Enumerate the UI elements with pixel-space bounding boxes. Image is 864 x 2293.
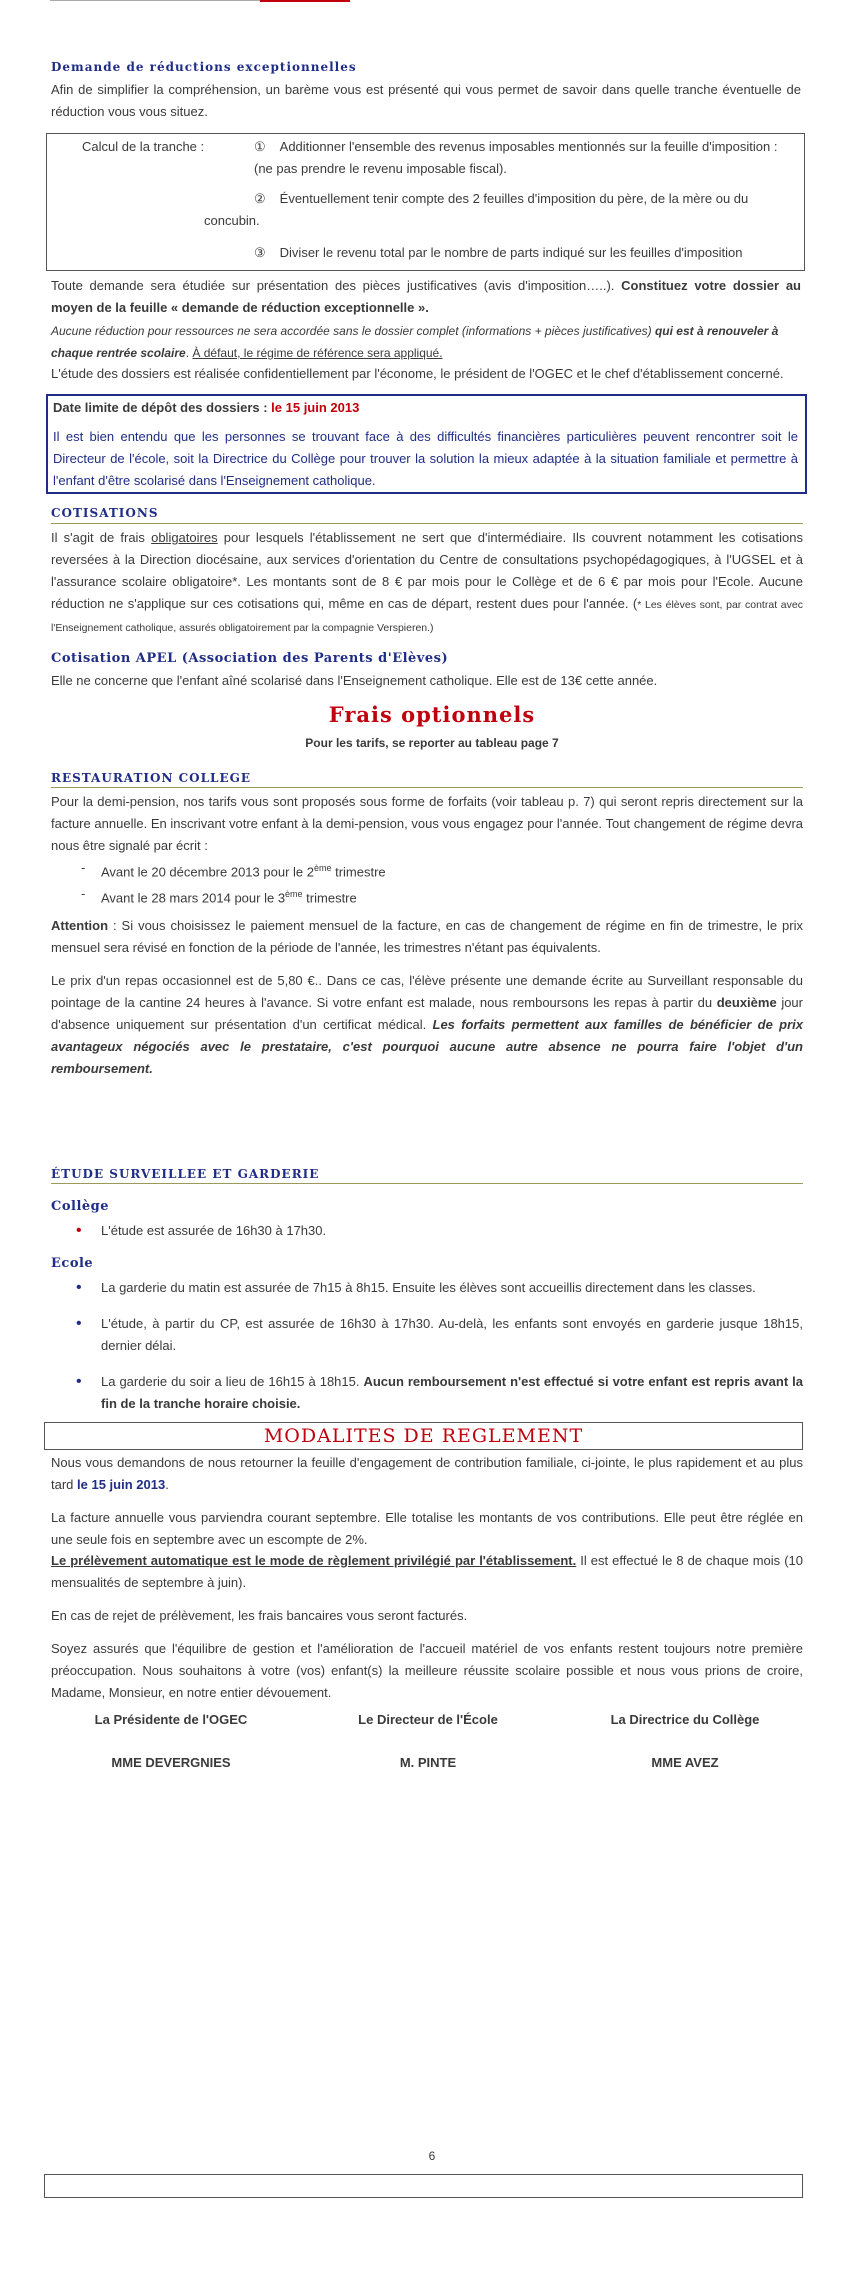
calc-step-1 bbox=[254, 136, 794, 180]
list-item-text: L'étude, à partir du CP, est assurée de 16h30 à 17h30. Au-delà, les enfants sont envoyés en garderie jusque 18h15, dernier délai. bbox=[101, 1316, 803, 1353]
cotisations-rule bbox=[51, 523, 803, 524]
modalites-p4: En cas de rejet de prélèvement, les frais bancaires vous seront facturés. bbox=[51, 1608, 468, 1623]
etude-rule bbox=[51, 1183, 803, 1184]
restauration-p3-bold: deuxième bbox=[716, 995, 777, 1010]
restauration-p3-a: Le prix d'un repas occasionnel est de 5,80 €.. Dans ce cas, l'élève présente une demande écrite au Surveillant responsable du pointage de la cantine 24 heures à l'avance. Si votre enfant est malade, nous remboursons les repas à partir du bbox=[51, 973, 803, 1010]
restauration-p3-bold-italic: Les forfaits permettent aux familles de bénéficier de prix avantageux négociés avec le prestataire, c'est pourquoi aucune autre absence ne pourra faire l'objet d'un remboursement. bbox=[51, 1017, 803, 1076]
calc-step-3 bbox=[254, 242, 794, 264]
top-gray-rule bbox=[50, 0, 260, 1]
reductions-p2-italic: Aucune réduction pour ressources ne sera accordée sans le dossier complet (informations + pièces justificatives) bbox=[51, 324, 655, 338]
restauration-rule bbox=[51, 787, 803, 788]
step-3-text: Diviser le revenu total par le nombre de parts indiqué sur les feuilles d'imposition bbox=[279, 245, 743, 260]
step-1-number: ① bbox=[254, 139, 266, 154]
signature-name-2: M. PINTE bbox=[399, 1755, 457, 1770]
modalites-p1-b: . bbox=[165, 1477, 169, 1492]
signature-role-3: La Directrice du Collège bbox=[610, 1712, 760, 1727]
deadline-label: Date limite de dépôt des dossiers : bbox=[53, 400, 272, 415]
list-item bbox=[51, 1277, 803, 1299]
signature-name-1: MME DEVERGNIES bbox=[111, 1755, 231, 1770]
reductions-p1 bbox=[51, 275, 801, 319]
restauration-p3 bbox=[51, 970, 803, 1080]
step-1-text: Additionner l'ensemble des revenus imposables mentionnés sur la feuille d'imposition : (ne pas prendre le revenu imposable fiscal). bbox=[254, 139, 778, 176]
deadline-box bbox=[46, 394, 807, 494]
reductions-title: Demande de réductions exceptionnelles bbox=[51, 60, 357, 74]
page-number: 6 bbox=[428, 2149, 436, 2163]
frais-subtitle: Pour les tarifs, se reporter au tableau page 7 bbox=[305, 736, 559, 750]
step-2-text: Éventuellement tenir compte des 2 feuilles d'imposition du père, de la mère ou du concubin. bbox=[204, 191, 749, 228]
modalites-p2: La facture annuelle vous parviendra courant septembre. Elle totalise les montants de vos contributions. Elle peut être réglée en une seule fois en septembre avec un escompte de 2%. bbox=[51, 1510, 803, 1547]
restauration-list bbox=[51, 857, 803, 910]
deadline-line bbox=[53, 396, 359, 420]
restauration-p1: Pour la demi-pension, nos tarifs vous sont proposés sous forme de forfaits (voir tableau p. 7) qui seront repris directement sur la facture annuelle. En inscrivant votre enfant à la demi-pension, vous vous engagez pour l'année. Tout changement de régime devra nous être signalé par écrit : bbox=[51, 794, 803, 853]
reductions-p2-bold-italic: qui est à renouveler à chaque rentrée scolaire bbox=[51, 324, 779, 360]
modalites-p1-a: Nous vous demandons de nous retourner la feuille d'engagement de contribution familiale, ci-jointe, le plus rapidement et au plus tard bbox=[51, 1455, 803, 1492]
modalites-title-box bbox=[44, 1422, 803, 1450]
list-item-text: L'étude est assurée de 16h30 à 17h30. bbox=[101, 1223, 327, 1238]
cotisations-title: COTISATIONS bbox=[51, 506, 159, 520]
footer-box bbox=[44, 2174, 803, 2198]
attention-label: Attention bbox=[51, 918, 109, 933]
apel-title: Cotisation APEL (Association des Parents d'Elèves) bbox=[51, 651, 449, 666]
signature-role-1: La Présidente de l'OGEC bbox=[94, 1712, 248, 1727]
bullet-icon: • bbox=[76, 1315, 82, 1332]
cotisations-text bbox=[51, 527, 803, 639]
calc-step-2 bbox=[204, 188, 794, 232]
ecole-title: Ecole bbox=[51, 1256, 94, 1271]
list-item bbox=[51, 883, 803, 909]
reductions-p1-text: Toute demande sera étudiée sur présentation des pièces justificatives (avis d'imposition…..). bbox=[51, 278, 622, 293]
list-item bbox=[51, 1220, 803, 1242]
deadline-date: le 15 juin 2013 bbox=[271, 400, 360, 415]
list-item-text: Avant le 20 décembre 2013 pour le 2 bbox=[101, 864, 314, 880]
college-title: Collège bbox=[51, 1199, 110, 1214]
frais-title: Frais optionnels bbox=[328, 702, 536, 727]
list-item bbox=[51, 1371, 803, 1415]
bullet-icon: • bbox=[76, 1279, 82, 1296]
list-item-text: La garderie du matin est assurée de 7h15 à 8h15. Ensuite les élèves sont accueillis directement dans les classes. bbox=[101, 1280, 756, 1295]
signature-name-3: MME AVEZ bbox=[651, 1755, 719, 1770]
reductions-intro: Afin de simplifier la compréhension, un barème vous est présenté qui vous permet de savoir dans quelle tranche éventuelle de réduction vous vous situez. bbox=[51, 82, 801, 119]
college-list bbox=[51, 1220, 803, 1242]
signature-role-2: Le Directeur de l'École bbox=[358, 1712, 498, 1727]
restauration-p3-b: jour d'absence uniquement sur présentation d'un certificat médical. bbox=[51, 995, 803, 1032]
apel-text: Elle ne concerne que l'enfant aîné scolarisé dans l'Enseignement catholique. Elle est de 13€ cette année. bbox=[51, 673, 658, 688]
list-item-tail: trimestre bbox=[302, 890, 357, 906]
list-item bbox=[51, 1313, 803, 1357]
bullet-icon: • bbox=[76, 1373, 82, 1390]
restauration-title: RESTAURATION COLLEGE bbox=[51, 771, 252, 785]
list-item-tail: trimestre bbox=[331, 864, 386, 880]
modalites-p1-date: le 15 juin 2013 bbox=[77, 1477, 166, 1492]
calc-box bbox=[46, 133, 805, 271]
list-item bbox=[51, 857, 803, 883]
list-item-bold: Aucun remboursement n'est effectué si votre enfant est repris avant la fin de la tranche horaire choisie. bbox=[101, 1374, 803, 1411]
list-item-sup: ème bbox=[285, 889, 303, 900]
step-3-number: ③ bbox=[254, 245, 266, 260]
modalites-p3-underline: Le prélèvement automatique est le mode de règlement privilégié par l'établissement. bbox=[51, 1553, 577, 1568]
reductions-p1-bold: Constituez votre dossier au moyen de la feuille « demande de réduction exceptionnelle ». bbox=[51, 278, 801, 315]
cotisations-text-underline: obligatoires bbox=[151, 530, 218, 545]
modalites-p3-text: Il est effectué le 8 de chaque mois (10 mensualités de septembre à juin). bbox=[51, 1553, 803, 1590]
cotisations-footnote: * Les élèves sont, par contrat avec l'Enseignement catholique, assurés obligatoirement par la compagnie Verspieren.) bbox=[51, 599, 803, 634]
attention-text: : Si vous choisissez le paiement mensuel de la facture, en cas de changement de régime en fin de trimestre, le prix mensuel sera révisé en fonction de la période de l'année, les trimestres n'étant pas équivalents. bbox=[51, 918, 803, 955]
deadline-text: Il est bien entendu que les personnes se trouvant face à des difficultés financières particulières peuvent rencontrer soit le Directeur de l'école, soit la Directrice du Collège pour trouver la solution la mieux adaptée à la situation familiale et permettre à l'enfant d'être scolarisé dans l'Enseignement catholique. bbox=[53, 429, 798, 488]
step-2-number: ② bbox=[254, 191, 266, 206]
etude-title: ÉTUDE SURVEILLEE ET GARDERIE bbox=[51, 1167, 320, 1181]
list-item-text: La garderie du soir a lieu de 16h15 à 18h15. bbox=[101, 1374, 364, 1389]
reductions-p2-underline: À défaut, le régime de référence sera appliqué. bbox=[192, 346, 443, 360]
reductions-p3: L'étude des dossiers est réalisée confidentiellement par l'économe, le président de l'OGEC et le chef d'établissement concerné. bbox=[51, 366, 784, 381]
modalites-title: MODALITES DE REGLEMENT bbox=[263, 1425, 584, 1447]
cotisations-text-a: Il s'agit de frais bbox=[51, 530, 152, 545]
top-red-rule bbox=[260, 0, 350, 2]
bullet-icon: • bbox=[76, 1222, 82, 1239]
list-item-sup: ème bbox=[313, 863, 332, 873]
modalites-p1 bbox=[51, 1452, 803, 1496]
restauration-attention bbox=[51, 915, 803, 959]
ecole-list bbox=[51, 1277, 803, 1415]
list-item-text: Avant le 28 mars 2014 pour le 3 bbox=[101, 890, 286, 906]
reductions-p2 bbox=[51, 320, 801, 364]
modalites-p5: Soyez assurés que l'équilibre de gestion et l'amélioration de l'accueil matériel de vos enfants restent toujours notre première préoccupation. Nous souhaitons à votre (vos) enfant(s) la meilleure réussite scolaire possible et nous vous prions de croire, Madame, Monsieur, en notre entier dévouement. bbox=[51, 1641, 803, 1700]
calc-label: Calcul de la tranche : bbox=[82, 139, 205, 154]
reductions-p2-dot: . bbox=[185, 346, 193, 360]
cotisations-text-b: pour lesquels l'établissement ne sert que d'intermédiaire. Ils couvrent notamment les cotisations reversées à la Direction diocésaine, aux services d'orientation du Centre de consultations psychopédagogiques, à l'UGSEL et à l'assurance scolaire obligatoire*. Les montants sont de 8 € par mois pour le Collège et de 6 € par mois pour l'Ecole. Aucune réduction ne s'applique sur ces cotisations qui, même en cas de départ, restent dues pour l'année. ( bbox=[51, 530, 803, 611]
modalites-p3 bbox=[51, 1550, 803, 1594]
